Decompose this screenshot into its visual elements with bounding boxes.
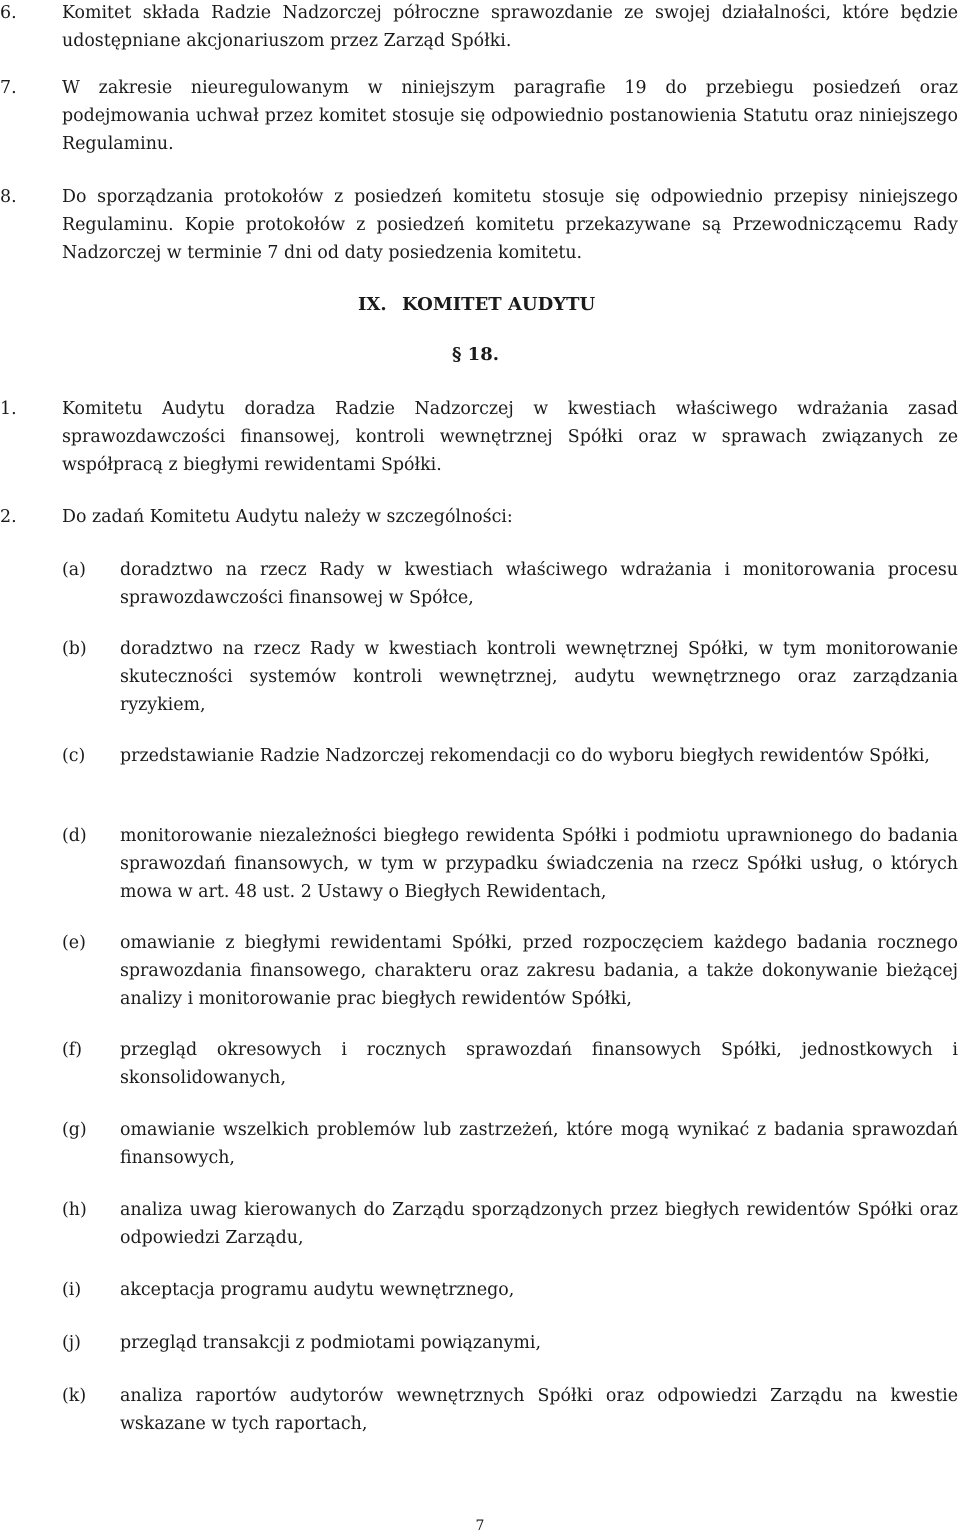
list-item: [0, 742, 958, 770]
paragraph-8: [0, 183, 958, 267]
list-item: [0, 635, 958, 719]
list-item-label: (h): [62, 1200, 87, 1220]
list-item-label: (i): [62, 1280, 82, 1300]
list-item-text: analiza uwag kierowanych do Zarządu sporządzonych przez biegłych rewidentów Spółki oraz odpowiedzi Zarządu,: [120, 1200, 958, 1248]
list-item-label: (d): [62, 826, 87, 846]
list-item-label: (e): [62, 933, 86, 953]
list-item-text: monitorowanie niezależności biegłego rewidenta Spółki i podmiotu uprawnionego do badania sprawozdań finansowych, w tym w przypadku świadczenia na rzecz Spółki usług, o których mowa w art. 48 ust. 2 Ustawy o Biegłych Rewidentach,: [120, 826, 958, 902]
paragraph-text: Do zadań Komitetu Audytu należy w szczególności:: [62, 507, 513, 527]
page-number: 7: [475, 1518, 485, 1534]
paragraph-number: 7.: [0, 78, 17, 98]
list-item-text: doradztwo na rzecz Rady w kwestiach kontroli wewnętrznej Spółki, w tym monitorowanie skuteczności systemów kontroli wewnętrznej, audytu wewnętrznego oraz zarządzania ryzykiem,: [120, 639, 958, 715]
list-item-label: (f): [62, 1040, 83, 1060]
paragraph-6: [0, 0, 958, 55]
paragraph-text: Komitetu Audytu doradza Radzie Nadzorczej w kwestiach właściwego wdrażania zasad sprawozdawczości finansowej, kontroli wewnętrznej Spółki oraz w sprawach związanych ze współpracą z biegłymi rewidentami Spółki.: [62, 399, 958, 475]
list-item-label: (b): [62, 639, 87, 659]
paragraph-7: [0, 74, 958, 158]
paragraph-1: [0, 395, 958, 479]
list-item: [0, 929, 958, 1013]
list-item: [0, 822, 958, 906]
paragraph-text: Komitet składa Radzie Nadzorczej półroczne sprawozdanie ze swojej działalności, które będzie udostępniane akcjonariuszom przez Zarząd Spółki.: [62, 3, 958, 51]
list-item-label: (a): [62, 560, 86, 580]
list-item-text: doradztwo na rzecz Rady w kwestiach właściwego wdrażania i monitorowania procesu sprawozdawczości finansowej w Spółce,: [120, 560, 958, 608]
list-item: [0, 556, 958, 612]
paragraph-text: Do sporządzania protokołów z posiedzeń komitetu stosuje się odpowiednio przepisy niniejszego Regulaminu. Kopie protokołów z posiedzeń komitetu przekazywane są Przewodniczącemu Rady Nadzorczej w terminie 7 dni od daty posiedzenia komitetu.: [62, 187, 958, 263]
list-item: [0, 1329, 958, 1357]
paragraph-number: 2.: [0, 507, 17, 527]
list-item-text: omawianie wszelkich problemów lub zastrzeżeń, które mogą wynikać z badania sprawozdań finansowych,: [120, 1120, 958, 1168]
paragraph-2: [0, 503, 958, 531]
list-item-text: omawianie z biegłymi rewidentami Spółki, przed rozpoczęciem każdego badania rocznego sprawozdania finansowego, charakteru oraz zakresu badania, a także dokonywanie bieżącej analizy i monitorowanie prac biegłych rewidentów Spółki,: [120, 933, 958, 1009]
section-number: IX.: [358, 294, 387, 315]
paragraph-text: W zakresie nieuregulowanym w niniejszym paragrafie 19 do przebiegu posiedzeń oraz podejmowania uchwał przez komitet stosuje się odpowiednio postanowienia Statutu oraz niniejszego Regulaminu.: [62, 78, 958, 154]
paragraph-number: 6.: [0, 3, 17, 23]
list-item-text: przedstawianie Radzie Nadzorczej rekomendacji co do wyboru biegłych rewidentów Spółki,: [120, 746, 930, 766]
list-item-text: przegląd transakcji z podmiotami powiązanymi,: [120, 1333, 541, 1353]
list-item: [0, 1382, 958, 1438]
list-item-label: (k): [62, 1386, 87, 1406]
list-item-text: przegląd okresowych i rocznych sprawozdań finansowych Spółki, jednostkowych i skonsolidowanych,: [120, 1040, 958, 1088]
list-item-text: analiza raportów audytorów wewnętrznych Spółki oraz odpowiedzi Zarządu na kwestie wskazane w tych raportach,: [120, 1386, 958, 1434]
list-item: [0, 1116, 958, 1172]
paragraph-number: 1.: [0, 399, 17, 419]
list-item-text: akceptacja programu audytu wewnętrznego,: [120, 1280, 515, 1300]
list-item: [0, 1196, 958, 1252]
list-item-label: (c): [62, 746, 86, 766]
list-item: [0, 1276, 958, 1304]
paragraph-sign: § 18.: [452, 344, 499, 365]
list-item: [0, 1036, 958, 1092]
list-item-label: (g): [62, 1120, 87, 1140]
section-title: KOMITET AUDYTU: [402, 294, 596, 315]
list-item-label: (j): [62, 1333, 81, 1353]
paragraph-number: 8.: [0, 187, 17, 207]
